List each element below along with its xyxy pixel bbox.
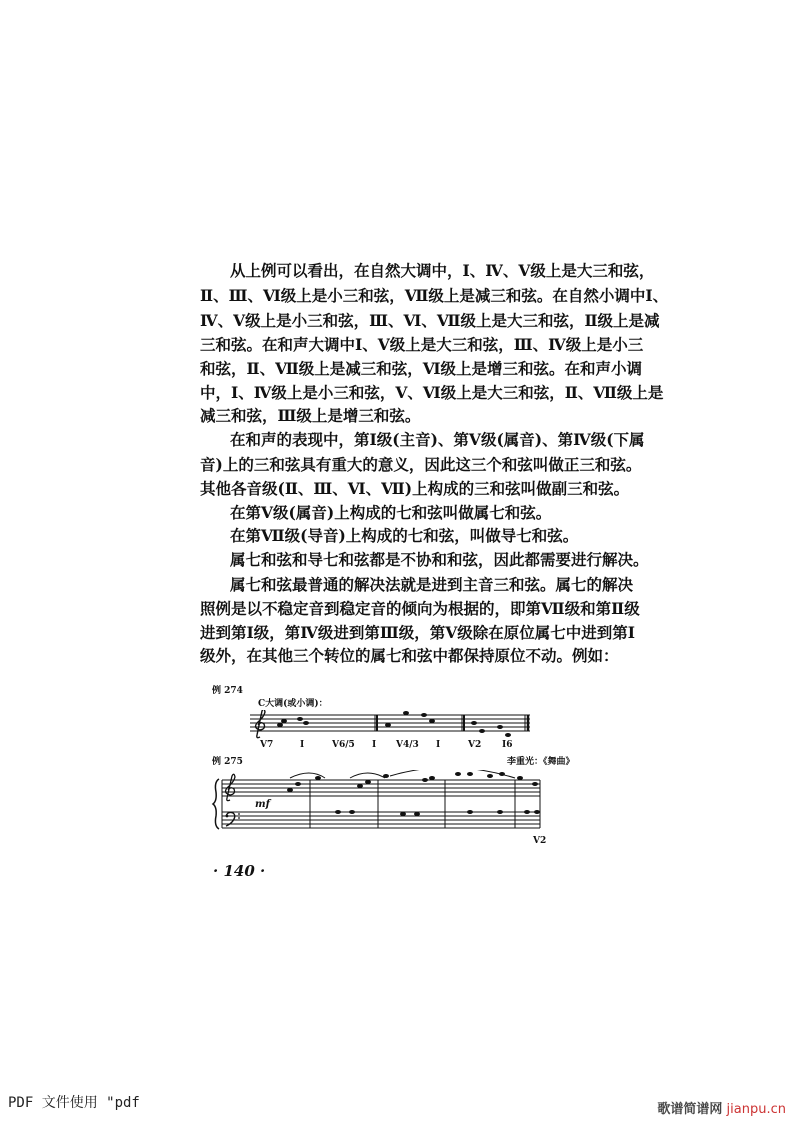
text-line: 音)上的三和弦具有重大的意义，因此这三个和弦叫做正三和弦。 [200,455,642,474]
text-line: 在第Ⅴ级(属音)上构成的七和弦叫做属七和弦。 [230,503,552,522]
chord-label: Ⅰ6 [502,740,513,750]
example-275-source: 李重光：《舞曲》 [507,757,575,767]
watermark-name: 歌谱简谱网 [657,1102,723,1117]
text-line: 减三和弦，Ⅲ级上是增三和弦。 [200,406,421,425]
text-line: 属七和弦和导七和弦都是不协和和弦，因此都需要进行解决。 [230,550,649,569]
text-line: Ⅱ、Ⅲ、Ⅵ级上是小三和弦，Ⅶ级上是减三和弦。在自然小调中Ⅰ、 [200,286,669,305]
chord-label: Ⅰ [436,740,441,750]
treble-clef-icon [256,710,265,738]
example-274-staff [210,710,540,742]
chord-label: Ⅴ2 [533,836,547,846]
text-line: 和弦，Ⅱ、Ⅶ级上是减三和弦，Ⅵ级上是增三和弦。在和声小调 [200,359,643,378]
text-line: 其他各音级(Ⅱ、Ⅲ、Ⅵ、Ⅶ)上构成的三和弦叫做副三和弦。 [200,479,630,498]
text-line: 属七和弦最普通的解决法就是进到主音三和弦。属七的解决 [230,575,634,594]
example-274-key: C大调(或小调)： [258,699,328,709]
chord-label: Ⅴ2 [468,740,482,750]
pdf-footer: PDF 文件使用 "pdf [8,1095,140,1111]
example-274-label: 例 274 [212,686,243,696]
example-275-label: 例 275 [212,757,243,767]
text-line: 中，Ⅰ、Ⅳ级上是小三和弦，Ⅴ、Ⅵ级上是大三和弦，Ⅱ、Ⅶ级上是 [200,383,664,402]
watermark [657,1098,786,1117]
text-line: 从上例可以看出，在自然大调中，Ⅰ、Ⅳ、Ⅴ级上是大三和弦， [230,261,655,280]
chord-label: Ⅰ [300,740,305,750]
page-number: · 140 · [213,862,266,880]
text-line: Ⅳ、Ⅴ级上是小三和弦，Ⅲ、Ⅵ、Ⅶ级上是大三和弦，Ⅱ级上是减 [200,311,660,330]
text-line: 进到第Ⅰ级，第Ⅳ级进到第Ⅲ级，第Ⅴ级除在原位属七中进到第Ⅰ [200,623,635,642]
chord-label: Ⅴ7 [260,740,274,750]
chord-label: Ⅴ4/3 [396,740,419,750]
treble-clef-icon [226,774,235,800]
brace-icon [213,779,219,829]
text-line: 在第Ⅶ级(导音)上构成的七和弦，叫做导七和弦。 [230,526,579,545]
chord-label: Ⅴ6/5 [332,740,355,750]
chord-label: Ⅰ [372,740,377,750]
text-line: 三和弦。在和声大调中Ⅰ、Ⅴ级上是大三和弦，Ⅲ、Ⅳ级上是小三 [200,335,644,354]
dynamic-marking: mf [255,799,270,810]
text-line: 级外，在其他三个转位的属七和弦中都保持原位不动。例如： [200,646,619,665]
watermark-url: jianpu.cn [726,1102,786,1117]
text-line: 在和声的表现中，第Ⅰ级(主音)、第Ⅴ级(属音)、第Ⅳ级(下属 [230,430,645,449]
text-line: 照例是以不稳定音到稳定音的倾向为根据的，即第Ⅶ级和第Ⅱ级 [200,599,640,618]
